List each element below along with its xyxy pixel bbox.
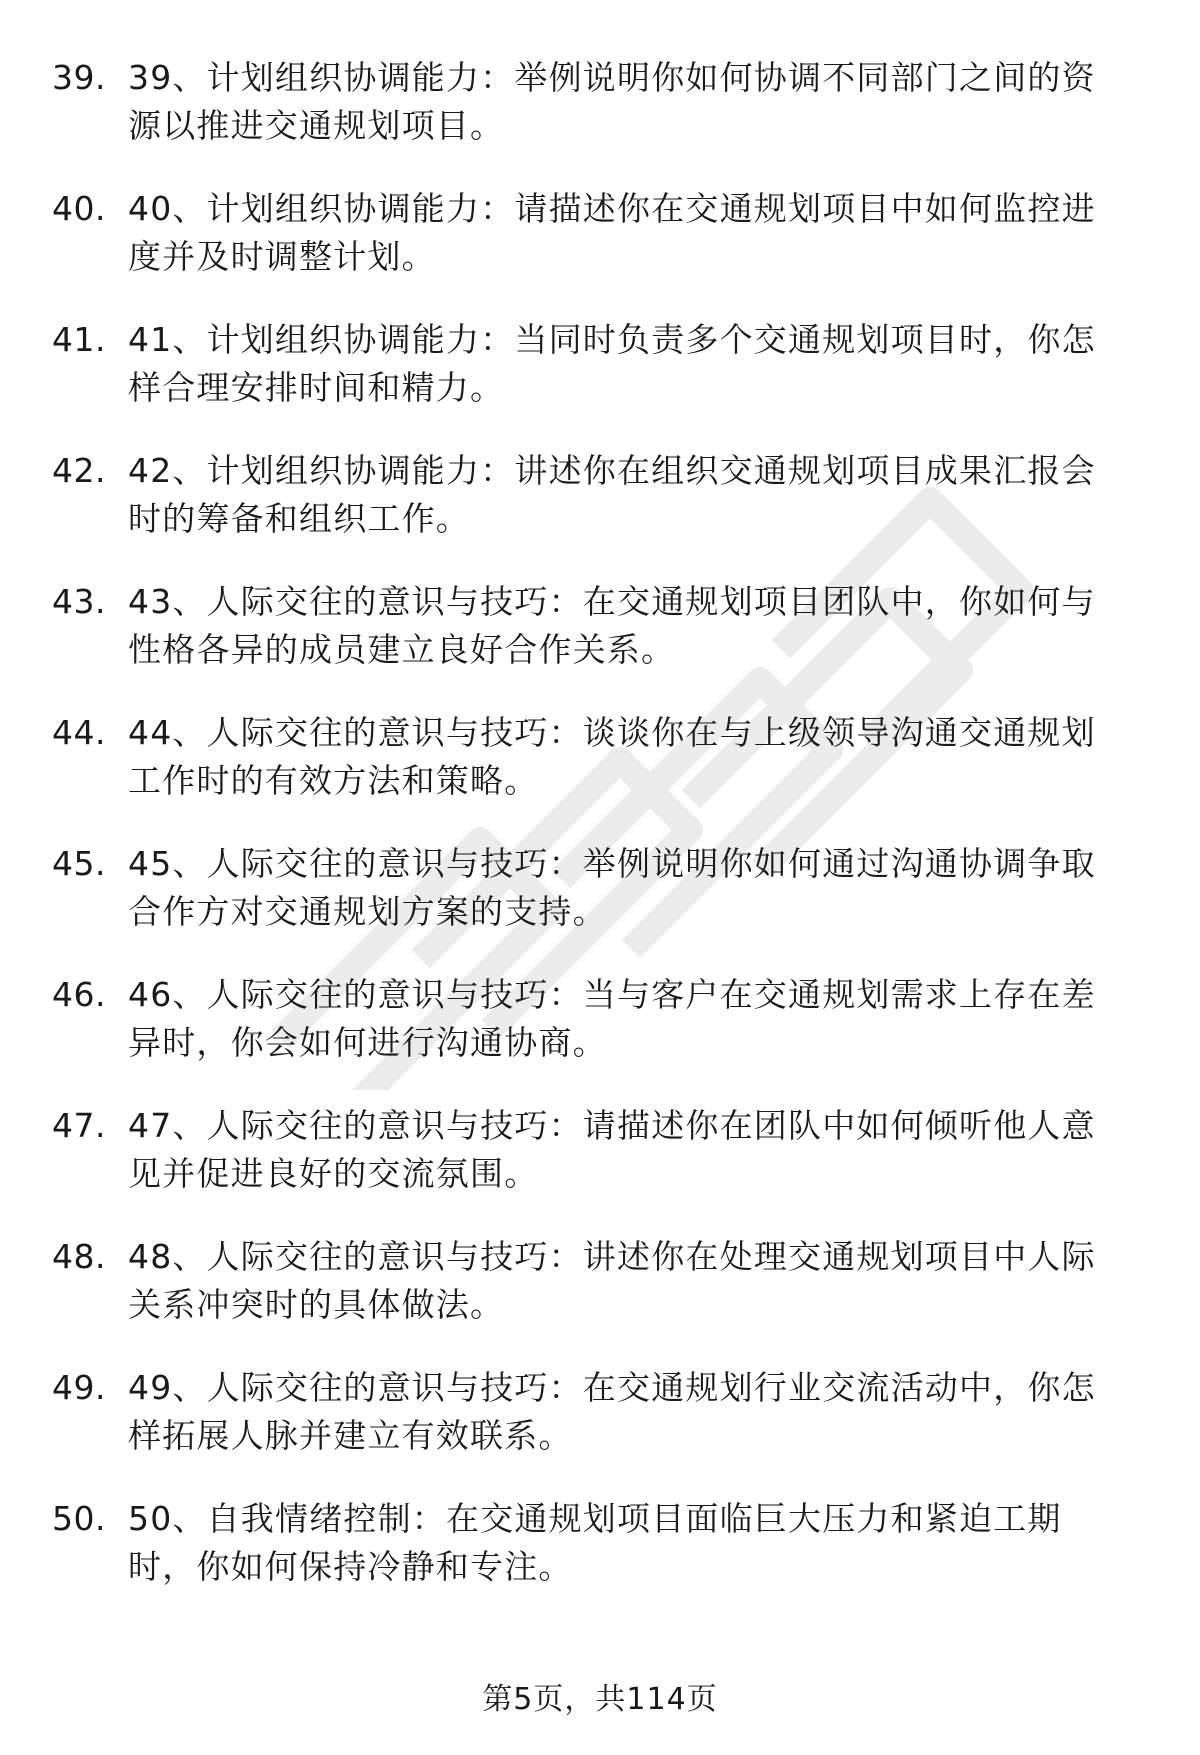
- question-item: [0, 1102, 1200, 1233]
- question-item: [0, 54, 1200, 185]
- question-text-line: 工作时的有效方法和策略。: [128, 761, 539, 800]
- question-item: [0, 1233, 1200, 1364]
- question-number: 49.: [52, 1368, 106, 1407]
- question-text-line: 样合理安排时间和精力。: [128, 368, 505, 407]
- question-text-line: 44、人际交往的意识与技巧：谈谈你在与上级领导沟通交通规划: [128, 713, 1096, 752]
- question-item: [0, 316, 1200, 447]
- question-number: 47.: [52, 1106, 106, 1145]
- question-text: [128, 1102, 1148, 1198]
- question-number: 46.: [52, 975, 106, 1014]
- question-item: [0, 709, 1200, 840]
- question-number: 39.: [52, 58, 106, 97]
- question-item: [0, 840, 1200, 971]
- question-text-line: 43、人际交往的意识与技巧：在交通规划项目团队中，你如何与: [128, 582, 1096, 621]
- question-text: [128, 840, 1148, 936]
- question-text: [128, 316, 1148, 412]
- question-text: [128, 185, 1148, 281]
- question-item: [0, 578, 1200, 709]
- question-text: [128, 971, 1148, 1067]
- question-number: 40.: [52, 189, 106, 228]
- question-text-line: 48、人际交往的意识与技巧：讲述你在处理交通规划项目中人际: [128, 1237, 1096, 1276]
- question-text: [128, 578, 1148, 674]
- question-text-line: 47、人际交往的意识与技巧：请描述你在团队中如何倾听他人意: [128, 1106, 1096, 1145]
- question-number: 42.: [52, 451, 106, 490]
- question-text-line: 度并及时调整计划。: [128, 237, 436, 276]
- question-text-line: 39、计划组织协调能力：举例说明你如何协调不同部门之间的资: [128, 58, 1096, 97]
- question-text-line: 49、人际交往的意识与技巧：在交通规划行业交流活动中，你怎: [128, 1368, 1096, 1407]
- question-text-line: 时的筹备和组织工作。: [128, 499, 470, 538]
- question-text: [128, 1233, 1148, 1329]
- question-text: [128, 447, 1148, 543]
- question-item: [0, 1495, 1200, 1626]
- question-text-line: 50、自我情绪控制：在交通规划项目面临巨大压力和紧迫工期: [128, 1499, 1062, 1538]
- question-text-line: 关系冲突时的具体做法。: [128, 1285, 505, 1324]
- question-text-line: 时，你如何保持冷静和专注。: [128, 1547, 573, 1586]
- question-text-line: 样拓展人脉并建立有效联系。: [128, 1416, 573, 1455]
- question-number: 41.: [52, 320, 106, 359]
- question-text-line: 合作方对交通规划方案的支持。: [128, 892, 607, 931]
- question-item: [0, 971, 1200, 1102]
- question-number: 48.: [52, 1237, 106, 1276]
- question-text: [128, 709, 1148, 805]
- question-text-line: 源以推进交通规划项目。: [128, 106, 505, 145]
- question-text-line: 45、人际交往的意识与技巧：举例说明你如何通过沟通协调争取: [128, 844, 1096, 883]
- question-item: [0, 447, 1200, 578]
- question-item: [0, 185, 1200, 316]
- question-text-line: 40、计划组织协调能力：请描述你在交通规划项目中如何监控进: [128, 189, 1096, 228]
- question-text-line: 42、计划组织协调能力：讲述你在组织交通规划项目成果汇报会: [128, 451, 1096, 490]
- question-number: 43.: [52, 582, 106, 621]
- question-text: [128, 1364, 1148, 1460]
- question-text-line: 异时，你会如何进行沟通协商。: [128, 1023, 607, 1062]
- question-list: [0, 54, 1200, 1626]
- question-text-line: 性格各异的成员建立良好合作关系。: [128, 630, 676, 669]
- question-text-line: 41、计划组织协调能力：当同时负责多个交通规划项目时，你怎: [128, 320, 1096, 359]
- question-number: 44.: [52, 713, 106, 752]
- page-footer: 第5页，共114页: [482, 1682, 718, 1717]
- question-item: [0, 1364, 1200, 1495]
- question-text-line: 见并促进良好的交流氛围。: [128, 1154, 539, 1193]
- question-text: [128, 1495, 1148, 1591]
- question-number: 45.: [52, 844, 106, 883]
- question-number: 50.: [52, 1499, 106, 1538]
- question-text: [128, 54, 1148, 150]
- question-text-line: 46、人际交往的意识与技巧：当与客户在交通规划需求上存在差: [128, 975, 1096, 1014]
